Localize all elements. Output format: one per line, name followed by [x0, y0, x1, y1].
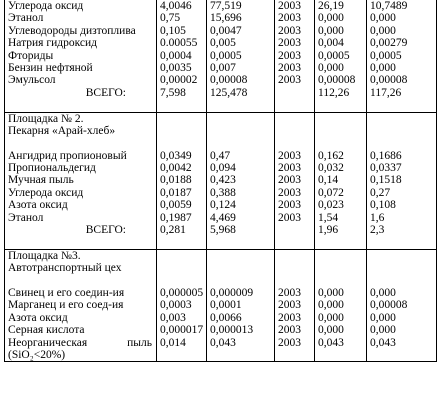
row-value: 0,108	[370, 199, 396, 212]
row-value: 0,000	[370, 61, 396, 74]
row-value: 0,124	[210, 199, 236, 212]
row-value: 0,0349	[160, 149, 192, 162]
row-name: Фториды	[8, 49, 54, 62]
table-cell	[207, 249, 275, 362]
row-name: Углеводороды дизтоплива	[8, 24, 136, 37]
row-value: 0,003	[160, 311, 186, 324]
table-cell	[207, 0, 275, 112]
row-value: 0,423	[210, 174, 236, 187]
row-name: Ангидрид пропионовый	[8, 149, 127, 162]
total-value: 125,478	[210, 86, 248, 99]
row-name: Азота оксид	[8, 311, 68, 324]
row-value: 1,54	[318, 211, 339, 224]
row-value: 2003	[278, 61, 301, 74]
blank-line	[370, 99, 436, 111]
row-value: 10,7489	[370, 0, 408, 12]
total-value: 0,281	[160, 224, 186, 237]
row-value: 0,75	[160, 12, 181, 25]
blank-line	[370, 349, 436, 361]
row-name: Эмульсол	[8, 74, 56, 87]
blank-line	[160, 113, 206, 125]
row-value: 4,0046	[160, 0, 192, 12]
row-value: 0,023	[318, 199, 344, 212]
blank-line	[370, 137, 436, 149]
row-value: 2003	[278, 37, 301, 50]
blank-line	[210, 125, 274, 137]
row-value: 2003	[278, 149, 301, 162]
table-section	[5, 0, 437, 112]
row-value: 0,094	[210, 162, 236, 175]
row-value: 0,007	[210, 61, 236, 74]
row-value: 2003	[278, 324, 301, 337]
blank-line	[370, 262, 436, 274]
blank-line	[278, 224, 314, 236]
blank-line	[278, 137, 314, 149]
row-value: 2003	[278, 174, 301, 187]
blank-line	[278, 275, 314, 287]
blank-line	[210, 275, 274, 287]
blank-line	[210, 113, 274, 125]
blank-line	[160, 125, 206, 137]
row-value: 0,0047	[210, 24, 242, 37]
blank-line	[370, 125, 436, 137]
row-value: 0,0005	[210, 49, 242, 62]
total-label: ВСЕГО:	[85, 224, 126, 237]
row-value: 0.00055	[160, 37, 198, 50]
row-value: 0,105	[160, 24, 186, 37]
emissions-table	[4, 0, 437, 362]
row-value: 0,000	[370, 286, 396, 299]
blank-line	[318, 349, 366, 361]
blank-line	[210, 99, 274, 111]
row-value: 0,072	[318, 186, 344, 199]
blank-line	[278, 349, 314, 361]
blank-line	[160, 262, 206, 274]
row-value: 2003	[278, 311, 301, 324]
row-value: 0,043	[210, 336, 236, 349]
row-value: 0,000	[318, 24, 344, 37]
row-value: 0,004	[318, 37, 344, 50]
total-value: 5,968	[210, 224, 236, 237]
row-name: Марганец и его соед-ия	[8, 299, 124, 312]
row-value: 0,000	[318, 311, 344, 324]
row-value: 0,0004	[160, 49, 192, 62]
row-value: 0,0042	[160, 162, 192, 175]
table-cell	[207, 112, 275, 249]
row-value: 77,519	[210, 0, 242, 12]
blank-line	[210, 262, 274, 274]
blank-line	[278, 99, 314, 111]
blank-line	[318, 275, 366, 287]
row-value: 0,000005	[160, 286, 204, 299]
blank-line	[278, 113, 314, 125]
table-cell	[275, 112, 315, 249]
row-name: Бензин нефтяной	[8, 61, 93, 74]
total-value: 112,26	[318, 86, 350, 99]
table-cell	[5, 112, 157, 249]
table-cell	[157, 112, 207, 249]
row-value: 0,0001	[210, 299, 242, 312]
blank-line	[8, 99, 156, 111]
total-value: 1,96	[318, 224, 339, 237]
row-value: 2003	[278, 0, 301, 12]
row-value: 4,469	[210, 211, 236, 224]
blank-line	[370, 113, 436, 125]
row-value: 0,000	[370, 24, 396, 37]
total-value: 7,598	[160, 86, 186, 99]
blank-line	[160, 99, 206, 111]
row-name: Углерода оксид	[8, 186, 84, 199]
row-value: 0,014	[160, 336, 186, 349]
row-value: 0,27	[370, 186, 391, 199]
blank-line	[278, 87, 314, 99]
row-value: 2003	[278, 299, 301, 312]
row-value: 0,14	[318, 174, 339, 187]
blank-line	[370, 275, 436, 287]
row-name-part: Неорганическая	[8, 336, 88, 349]
row-value: 0,00279	[370, 37, 408, 50]
row-value: 0,0005	[318, 49, 350, 62]
section-heading: Автотранспортный цех	[8, 262, 122, 275]
row-value: 2003	[278, 12, 301, 25]
row-value: 2003	[278, 186, 301, 199]
blank-line	[318, 113, 366, 125]
row-value: 0,000	[318, 12, 344, 25]
blank-line	[8, 137, 156, 149]
row-value: 0,00008	[370, 74, 408, 87]
row-value: 0,162	[318, 149, 344, 162]
table-cell	[275, 249, 315, 362]
row-name: Мучная пыль	[8, 174, 74, 187]
table-section	[5, 249, 437, 362]
blank-line	[318, 99, 366, 111]
blank-line	[8, 275, 156, 287]
row-value: 1,6	[370, 211, 385, 224]
blank-line	[160, 275, 206, 287]
table-cell	[5, 0, 157, 112]
blank-line	[318, 137, 366, 149]
total-value: 117,26	[370, 86, 402, 99]
section-heading: Пекарня «Арай-хлеб»	[8, 124, 116, 137]
row-value: 0,1686	[370, 149, 402, 162]
blank-line	[278, 250, 314, 262]
blank-line	[318, 125, 366, 137]
blank-line	[318, 262, 366, 274]
row-name	[8, 337, 156, 349]
table-cell	[5, 249, 157, 362]
table-cell	[157, 249, 207, 362]
row-value: 0,388	[210, 186, 236, 199]
row-value: 0,000017	[160, 324, 204, 337]
blank-line	[370, 236, 436, 248]
total-label: ВСЕГО:	[85, 86, 126, 99]
row-value: 0,005	[210, 37, 236, 50]
blank-line	[370, 250, 436, 262]
blank-line	[210, 137, 274, 149]
table-cell	[315, 112, 367, 249]
section-heading: Площадка №3.	[8, 249, 81, 262]
row-value: 0,0005	[370, 49, 402, 62]
row-value: 2003	[278, 162, 301, 175]
row-value: 0,000	[318, 324, 344, 337]
blank-line	[210, 349, 274, 361]
row-name: Углерода оксид	[8, 0, 84, 12]
row-value: 0,0188	[160, 174, 192, 187]
row-name: Этанол	[8, 211, 44, 224]
table-cell	[367, 0, 437, 112]
row-value: 0,00002	[160, 74, 198, 87]
blank-line	[160, 349, 206, 361]
row-value: 0,00008	[210, 74, 248, 87]
table-cell	[315, 0, 367, 112]
row-value: 0,032	[318, 162, 344, 175]
row-value: 0,0059	[160, 199, 192, 212]
row-value: 0,47	[210, 149, 231, 162]
row-name: (SiO₂<20%)	[8, 348, 66, 361]
blank-line	[278, 262, 314, 274]
row-name: Пропиональдегид	[8, 162, 96, 175]
row-value: 0,00008	[370, 299, 408, 312]
row-value: 2003	[278, 199, 301, 212]
total-value: 2,3	[370, 224, 385, 237]
row-value: 26,19	[318, 0, 344, 12]
table-section	[5, 112, 437, 249]
table-cell	[367, 112, 437, 249]
row-value: 2003	[278, 286, 301, 299]
blank-line	[160, 236, 206, 248]
row-value: 0,000	[370, 311, 396, 324]
blank-line	[318, 250, 366, 262]
row-value: 0,000	[370, 324, 396, 337]
row-value: 2003	[278, 24, 301, 37]
row-value: 0,043	[318, 336, 344, 349]
row-value: 0,000	[370, 12, 396, 25]
row-value: 2003	[278, 49, 301, 62]
table-cell	[367, 249, 437, 362]
row-value: 0,043	[370, 336, 396, 349]
blank-line	[278, 125, 314, 137]
row-value: 2003	[278, 211, 301, 224]
row-value: 0,000	[318, 286, 344, 299]
table-cell	[275, 0, 315, 112]
row-value: 0,0035	[160, 61, 192, 74]
row-value: 2003	[278, 74, 301, 87]
blank-line	[210, 236, 274, 248]
row-value: 0,000009	[210, 286, 254, 299]
row-value: 0,0337	[370, 162, 402, 175]
row-value: 0,000	[318, 299, 344, 312]
row-value: 0,000013	[210, 324, 254, 337]
row-name-part: пыль	[127, 336, 152, 349]
blank-line	[8, 236, 156, 248]
row-name: Натрия гидроксид	[8, 37, 97, 50]
section-heading: Площадка № 2.	[8, 112, 84, 125]
blank-line	[210, 250, 274, 262]
row-value: 0,1518	[370, 174, 402, 187]
row-value: 0,00008	[318, 74, 356, 87]
row-value: 0,000	[318, 61, 344, 74]
table-cell	[315, 249, 367, 362]
row-name: Азота оксид	[8, 199, 68, 212]
row-value: 2003	[278, 336, 301, 349]
row-value: 15,696	[210, 12, 242, 25]
blank-line	[318, 236, 366, 248]
row-name: Свинец и его соедин-ия	[8, 286, 125, 299]
table-cell	[157, 0, 207, 112]
row-value: 0,1987	[160, 211, 192, 224]
row-value: 0,0187	[160, 186, 192, 199]
row-value: 0,0003	[160, 299, 192, 312]
row-name: Этанол	[8, 12, 44, 25]
row-name: Серная кислота	[8, 324, 85, 337]
blank-line	[278, 236, 314, 248]
blank-line	[160, 137, 206, 149]
row-value: 0,0066	[210, 311, 242, 324]
blank-line	[160, 250, 206, 262]
